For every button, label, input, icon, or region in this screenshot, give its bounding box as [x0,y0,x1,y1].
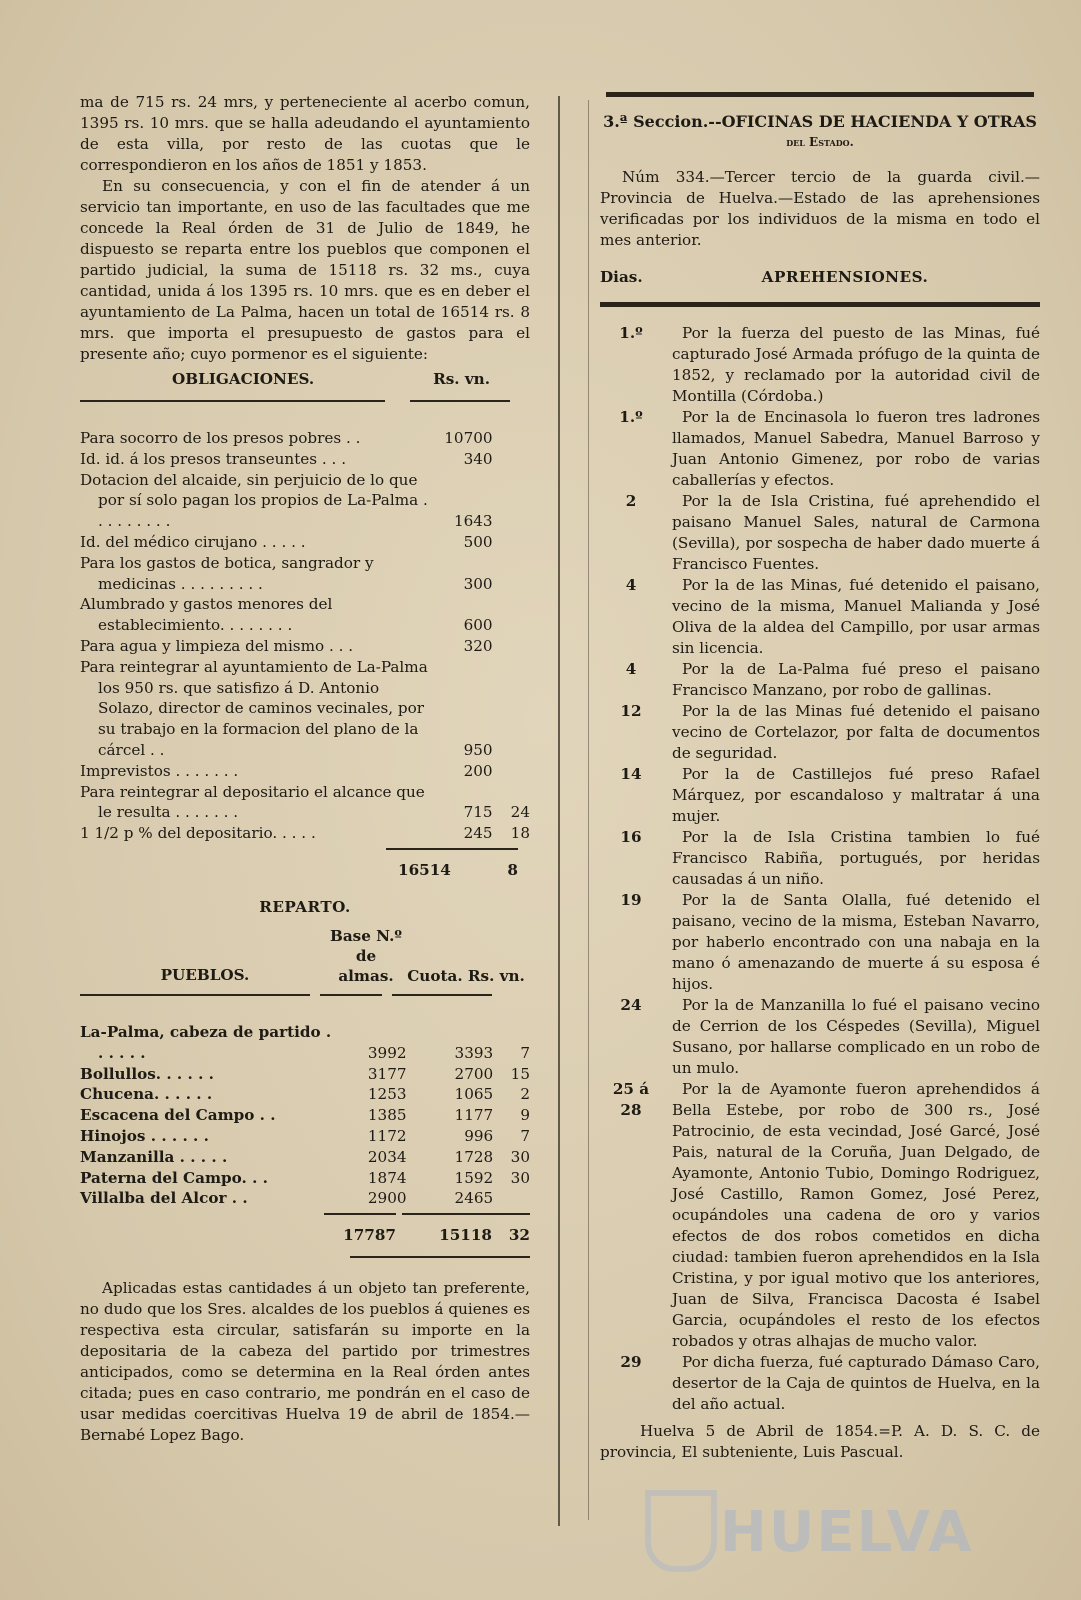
obligacion-row [80,823,530,844]
aprehension-entry [600,1079,1040,1352]
reparto-total-row [80,1213,530,1246]
reparto-pueblo: Manzanilla . . . . . [80,1147,228,1166]
reparto-cuota: 1728 [454,1147,494,1166]
aprehension-day: 2 [625,492,637,510]
reparto-row [80,1084,530,1105]
reparto-cuota: 1065 [454,1085,494,1104]
aprehension-text: Por la de Ayamonte fueron aprehendidos á Bella Estebe, por robo de 300 rs., José Patrocinio, de esta vecindad, José Garcé, José Pais, natural de la Coruña, Juan Delgado, de Ayamonte, Antonio Tubio, Domingo Rodriguez, José Castillo, Ramon Gomez, José Perez, ocupándoles una cadena de oro y varios efectos de dos robos cometidos en dicha ciudad: tambien fueron aprehendidos en la Isla Cristina, y por igual motivo que los anteriores, Juan de Silva, Francisca Dacosta é Isabel Garcia, ocupándoles el resto de los efectos robados y otras alhajas de mucho valor. [672,1080,1040,1350]
aprehension-entry [600,407,1040,491]
aprehension-day: 1.º [619,408,643,426]
aprehension-entry [600,701,1040,764]
reparto-pueblo: Escacena del Campo . . [80,1106,276,1125]
aprehension-text: Por la de las Minas, fué detenido el paisano, vecino de la misma, Manuel Malianda y José Oliva de la aldea del Campillo, por usar armas sin licencia. [672,576,1040,657]
obligacion-cents [493,657,530,761]
column-divider [558,96,560,1526]
top-rule [606,92,1034,97]
reparto-cents: 7 [520,1126,530,1145]
aprehension-text: Por la fuerza del puesto de las Minas, fué capturado José Armada prófugo de la quinta de 1852, y reclamado por la autoridad civil de Montilla (Córdoba.) [672,324,1040,405]
num-intro: Núm 334.—Tercer tercio de la guarda civil.—Provincia de Huelva.—Estado de las aprehensiones verificadas por los individuos de la misma en todo el mes anterior. [600,168,1040,249]
reparto-row [80,1022,530,1064]
reparto-cents: 7 [520,1043,530,1062]
reparto-pueblo: Hinojos . . . . . . [80,1126,209,1145]
obligacion-row [80,657,530,761]
aprehension-text: Por la de Manzanilla lo fué el paisano vecino de Cerrion de los Céspedes (Sevilla), Miguel Susano, por hallarse complicado en un robo de un mulo. [672,996,1040,1077]
reparto-header-rules [80,994,530,996]
obligacion-cents: 18 [510,824,530,843]
aprehension-text: Por la de Encinasola lo fueron tres ladrones llamados, Manuel Sabedra, Manuel Barroso y Juan Antonio Gimenez, por robo de varias caballerías y efectos. [672,408,1040,489]
base-header: Base N.º de almas. [330,926,402,985]
obligacion-amount: 950 [463,740,493,759]
aprehension-text: Por la de Isla Cristina tambien lo fué Francisco Rabiña, portugués, por heridas causadas á un niño. [672,828,1040,888]
aprehension-text: Por dicha fuerza, fué capturado Dámaso Caro, desertor de la Caja de quintos de Huelva, en la del año actual. [672,1353,1040,1413]
aprehension-entry [600,323,1040,407]
obligacion-row [80,532,530,553]
aprehension-text: Por la de La-Palma fué preso el paisano Francisco Manzano, por robo de gallinas. [672,660,1040,699]
obligacion-amount: 300 [463,574,493,593]
reparto-pueblo: Bollullos. . . . . . [80,1064,214,1083]
aprehension-day: 16 [620,828,642,846]
reparto-row [80,1188,530,1209]
aprehension-entry [600,1352,1040,1415]
aprehensiones-list [600,323,1040,1415]
obligacion-amount: 320 [463,636,493,655]
obligacion-amount: 715 [463,803,493,822]
obligacion-amount: 600 [463,616,493,635]
obligacion-row [80,782,530,824]
reparto-total-cents: 32 [492,1213,530,1246]
obligaciones-total-row [80,848,530,881]
obligacion-amount: 245 [463,824,493,843]
obligaciones-total-cents: 8 [507,860,518,879]
aprehension-text: Por la de Castillejos fué preso Rafael Márquez, por escandaloso y maltratar á una mujer. [672,765,1040,825]
left-column [80,92,530,1446]
obligaciones-header-row [80,369,530,390]
aprehension-day: 24 [620,996,642,1014]
rs-header: Rs. vn. [433,370,490,388]
reparto-pueblo: Villalba del Alcor . . [80,1189,248,1208]
obligacion-cents [493,553,530,595]
reparto-almas: 1385 [367,1106,407,1125]
reparto-pueblo: Paterna del Campo. . . [80,1168,268,1187]
reparto-cents [493,1188,530,1209]
obligacion-cents [493,449,530,470]
reparto-cents: 30 [510,1147,530,1166]
closing-paragraph: Aplicadas estas cantidades á un objeto tan preferente, no dudo que los Sres. alcaldes de los pueblos á quienes es respectiva esta circular, satisfarán su importe en la depositaria de la cabeza del partido por trimestres anticipados, como se determina en la Real órden antes citada; pues en caso contrario, me pondrán en el caso de usar medidas coercitivas Huelva 19 de abril de 1854.—Bernabé Lopez Bago. [80,1279,530,1445]
obligacion-amount: 1643 [453,512,493,531]
aprehensiones-header-row [600,267,1040,288]
reparto-cuota: 2700 [454,1064,494,1083]
reparto-cents: 15 [510,1064,530,1083]
aprehension-day: 14 [620,765,642,783]
obligacion-cents: 24 [510,803,530,822]
reparto-almas: 1874 [367,1168,407,1187]
reparto-almas: 2900 [367,1189,407,1208]
reparto-pueblo: La-Palma, cabeza de partido . . . . . . [80,1022,332,1062]
obligacion-label: Para los gastos de botica, sangrador y medicinas . . . . . . . . . [80,553,374,593]
obligacion-cents [493,594,530,636]
obligacion-label: Para reintegrar al ayuntamiento de La-Palma los 950 rs. que satisfizo á D. Antonio Solazo, director de caminos vecinales, por su trabajo en la formacion del plano de la cárcel . . [80,657,428,759]
obligacion-row [80,636,530,657]
aprehension-text: Por la de las Minas fué detenido el paisano vecino de Cortelazor, por falta de documentos de seguridad. [672,702,1040,762]
cuota-header: Cuota. Rs. vn. [407,966,525,985]
reparto-almas: 2034 [367,1147,407,1166]
obligacion-row [80,470,530,532]
reparto-row [80,1105,530,1126]
reparto-title: REPARTO. [259,897,351,916]
aprehension-day: 1.º [619,324,643,342]
aprehension-entry [600,491,1040,575]
watermark-logo: HUELVA [720,1500,974,1565]
reparto-row [80,1168,530,1189]
aprehension-entry [600,890,1040,995]
aprehension-day: 25 á 28 [612,1080,650,1119]
aprehensiones-label: APREHENSIONES. [761,268,929,286]
reparto-pueblo: Chucena. . . . . . [80,1085,213,1104]
right-column [600,92,1040,1478]
reparto-cuota: 3393 [454,1043,494,1062]
reparto-almas: 1253 [367,1085,407,1104]
obligacion-amount: 10700 [444,429,493,447]
aprehension-entry [600,995,1040,1079]
obligacion-label: Dotacion del alcaide, sin perjuicio de lo que por sí solo pagan los propios de La-Palma . . . . . . . . . [80,470,428,531]
watermark-shield-icon [645,1490,717,1572]
reparto-cuota: 1177 [454,1106,494,1125]
obligacion-label: Imprevistos . . . . . . . [80,761,239,780]
obligacion-row [80,761,530,782]
header-rules [80,400,530,402]
section-title: 3.ª Seccion.--OFICINAS DE HACIENDA Y OTRAS [603,112,1037,131]
obligacion-label: Alumbrado y gastos menores del establecimiento. . . . . . . . [80,595,333,635]
reparto-cents: 30 [510,1168,530,1187]
aprehension-text: Por la de Isla Cristina, fué aprehendido el paisano Manuel Sales, natural de Carmona (Sevilla), por sospecha de haber dado muerte á Francisco Fuentes. [672,492,1040,573]
header-rule [600,302,1040,307]
reparto-almas: 3992 [367,1043,407,1062]
aprehension-day: 12 [620,702,642,720]
obligaciones-total-amount: 16514 [398,860,451,879]
aprehension-text: Por la de Santa Olalla, fué detenido el paisano, vecino de la misma, Esteban Navarro, por haberlo encontrado con una nabaja en la mano ó amenazando de muerte á su esposa é hijos. [672,891,1040,993]
obligacion-cents [493,761,530,782]
obligaciones-table [80,428,530,844]
aprehension-entry [600,764,1040,827]
reparto-almas: 3177 [367,1064,407,1083]
aprehension-day: 4 [625,660,637,678]
obligacion-label: Id. id. á los presos transeuntes . . . [80,449,347,468]
reparto-row [80,1064,530,1085]
reparto-almas: 1172 [367,1126,407,1145]
obligacion-label: Id. del médico cirujano . . . . . [80,532,306,551]
section-subtitle: del Estado. [786,135,854,149]
reparto-cuota: 2465 [454,1189,494,1208]
aprehension-day: 19 [620,891,642,909]
obligacion-label: Para agua y limpieza del mismo . . . [80,636,354,655]
aprehension-entry [600,659,1040,701]
obligacion-row [80,553,530,595]
obligacion-amount: 500 [463,532,493,551]
obligacion-row [80,449,530,470]
reparto-cents: 2 [520,1085,530,1104]
aprehension-entry [600,575,1040,659]
reparto-cuota: 996 [464,1126,494,1145]
obligacion-row [80,428,530,449]
obligacion-label: Para socorro de los presos pobres . . [80,429,361,447]
reparto-total-cuota: 15118 [402,1213,492,1246]
obligacion-label: 1 1/2 p % del depositario. . . . . [80,824,316,843]
obligacion-cents [493,636,530,657]
obligacion-label: Para reintegrar al depositario el alcance que le resulta . . . . . . . [80,782,425,822]
aprehension-day: 4 [625,576,637,594]
reparto-total-almas: 17787 [324,1213,396,1246]
closing-rule [350,1256,530,1258]
aprehension-day: 29 [620,1353,642,1371]
reparto-cuota: 1592 [454,1168,494,1187]
reparto-row [80,1147,530,1168]
reparto-cents: 9 [520,1106,530,1125]
obligacion-cents [493,428,530,449]
pueblos-header: PUEBLOS. [160,965,250,984]
obligaciones-header: OBLIGACIONES. [172,370,315,388]
obligacion-row [80,594,530,636]
obligacion-amount: 340 [463,449,493,468]
intro-paragraph-1: ma de 715 rs. 24 mrs, y perteneciente al acerbo comun, 1395 rs. 10 mrs. que se halla adeudando el ayuntamiento de esta villa, por resto de las cuotas que le correspondieron en los años de 1851 y 1853. [80,93,530,174]
obligacion-cents [493,470,530,532]
column-divider-secondary [588,100,589,1520]
dias-label: Dias. [600,268,643,286]
intro-paragraph-2: En su consecuencia, y con el fin de atender á un servicio tan importante, en uso de las facultades que me concede la Real órden de 31 de Julio de 1849, he dispuesto se reparta entre los pueblos que componen el partido judicial, la suma de 15118 rs. 32 ms., cuya cantidad, unida á los 1395 rs. 10 mrs. que es en deber el ayuntamiento de La Palma, hacen un total de 16514 rs. 8 mrs. que importa el presupuesto de gastos para el presente año; cuyo pormenor es el siguiente: [80,177,530,363]
obligacion-cents [493,532,530,553]
reparto-table [80,1022,530,1209]
aprehension-entry [600,827,1040,890]
obligacion-amount: 200 [463,761,493,780]
reparto-header-row [80,926,530,986]
reparto-row [80,1126,530,1147]
signature: Huelva 5 de Abril de 1854.=P. A. D. S. C. de provincia, El subteniente, Luis Pascual. [600,1422,1040,1461]
